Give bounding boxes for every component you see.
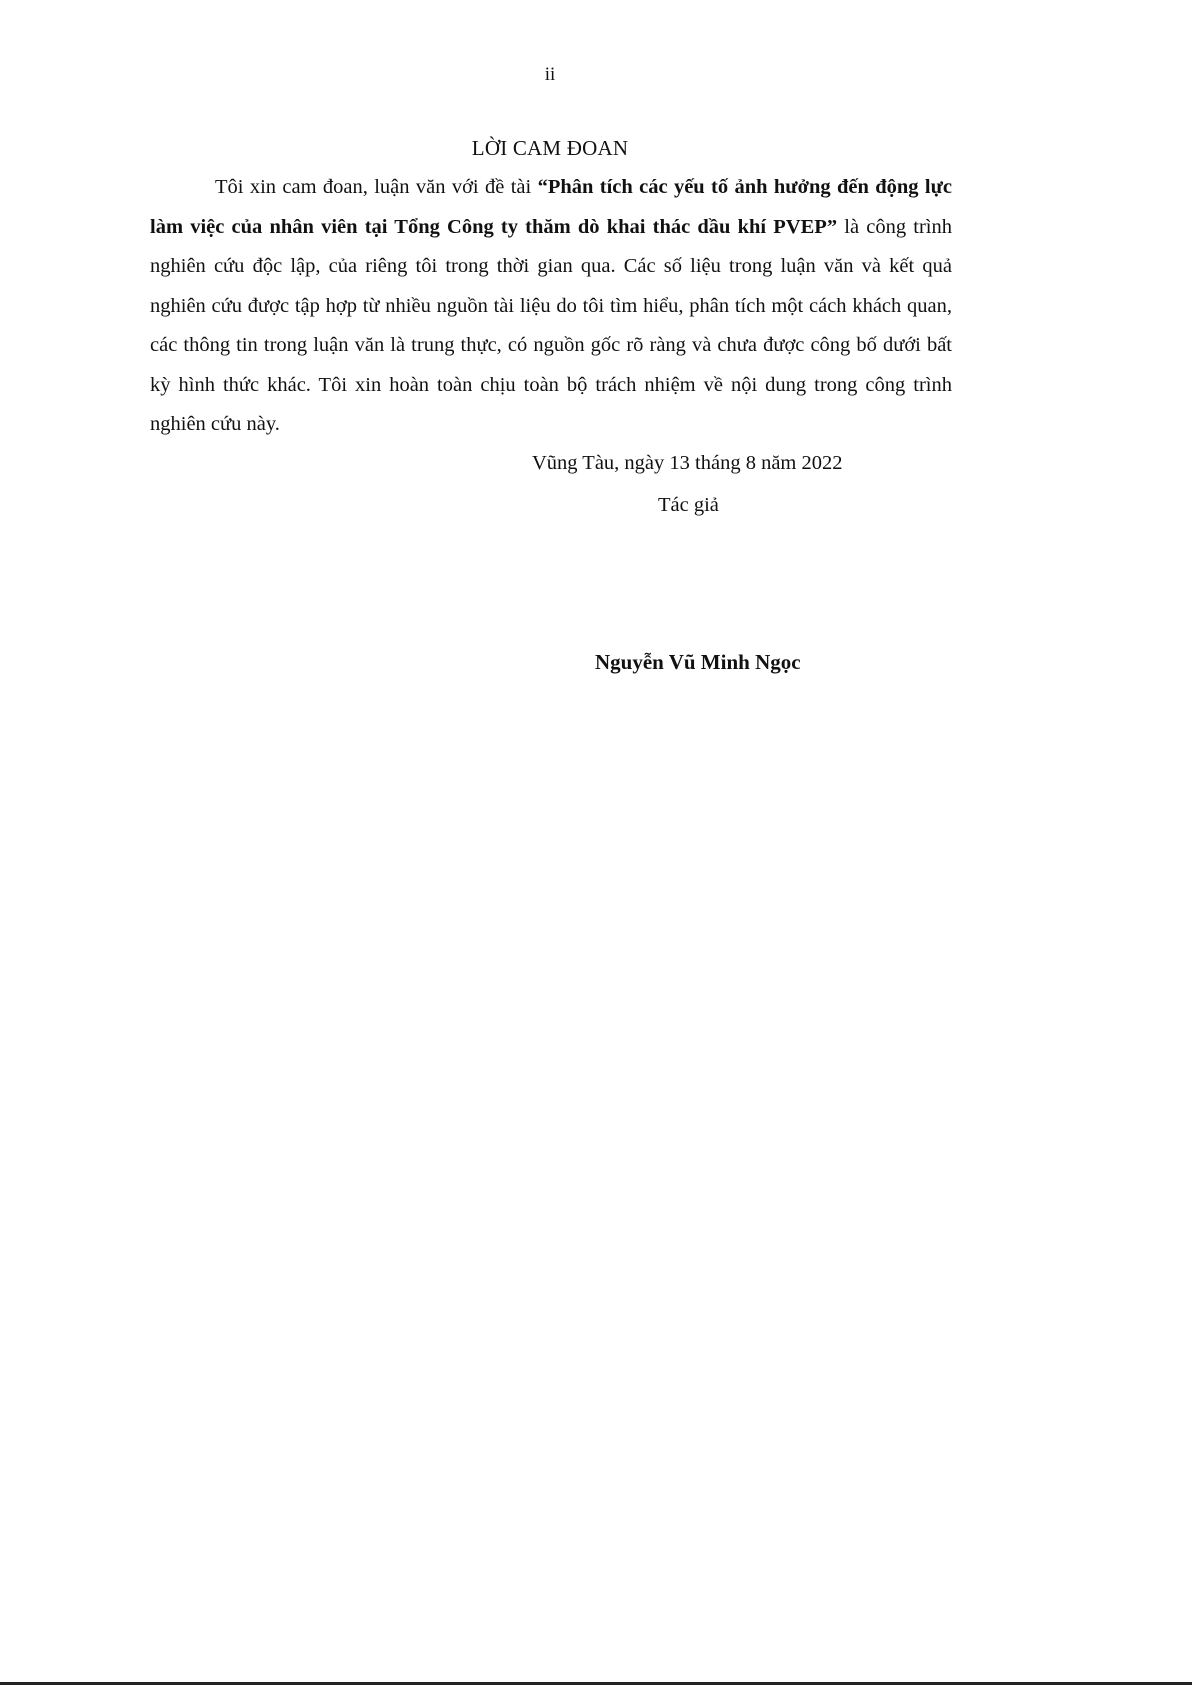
declaration-paragraph	[150, 168, 952, 445]
place-date: Vũng Tàu, ngày 13 tháng 8 năm 2022	[532, 452, 843, 474]
thesis-title: “Phân tích các yếu tố ảnh hưởng đến động lực làm việc của nhân viên tại Tổng Công ty thăm dò khai thác dầu khí PVEP”	[150, 176, 952, 238]
page-number: ii	[544, 64, 556, 85]
author-label: Tác giả	[658, 494, 719, 516]
page-title: LỜI CAM ĐOAN	[471, 136, 629, 160]
author-name: Nguyễn Vũ Minh Ngọc	[595, 650, 801, 674]
paragraph-intro: Tôi xin cam đoan, luận văn với đề tài	[215, 176, 538, 198]
paragraph-continuation: là công trình nghiên cứu độc lập, của riêng tôi trong thời gian qua. Các số liệu trong luận văn và kết quả nghiên cứu được tập hợp từ nhiều nguồn tài liệu do tôi tìm hiểu, phân tích một cách khách quan, các thông tin trong luận văn là trung thực, có nguồn gốc rõ ràng và chưa được công bố dưới bất kỳ hình thức khác. Tôi xin hoàn toàn chịu toàn bộ trách nhiệm về nội dung trong công trình nghiên cứu này.	[150, 215, 952, 435]
